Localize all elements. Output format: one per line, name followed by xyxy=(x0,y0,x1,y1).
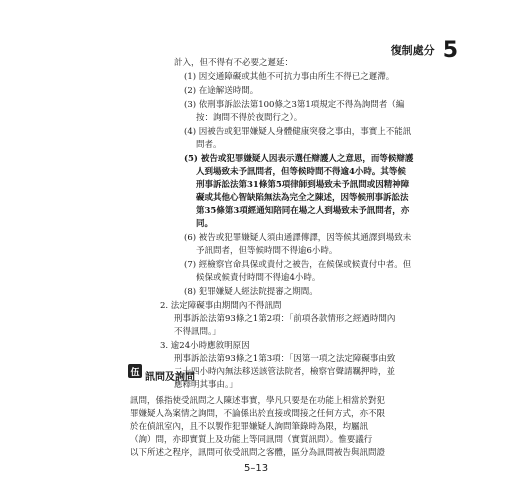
text-line: 3. 逾24小時應敘明原因 xyxy=(160,341,250,351)
text-line: 刑事訴訟法第31條第5項律師到場致未予訊問或因精神障 xyxy=(196,180,410,190)
text-line: (3) 依刑事訴訟法第100條之3第1項規定不得為詢問者（編 xyxy=(184,100,405,110)
text-line: 人到場致未予訊問者，但等候時間不得逾4小時。其等候 xyxy=(196,167,406,177)
text-line: (8) 犯罪嫌疑人經法院提審之期間。 xyxy=(184,287,318,297)
body-line: （詢）問，亦即實質上及功能上等同訊問（實質訊問）。惟要議行 xyxy=(130,435,373,445)
text-line: 2. 法定障礙事由期間內不得訊問 xyxy=(160,301,282,311)
text-line: 刑事訴訟法第93條之1第3項：「因第一項之法定障礙事由致 xyxy=(174,354,396,364)
text-line: 第35條第3項經通知陪同在場之人到場致未予訊問者，亦 xyxy=(196,206,410,216)
text-line: (4) 因被告或犯罪嫌疑人身體健康突發之事由，事實上不能訊 xyxy=(184,127,412,137)
text-line: (7) 經檢察官命具保或責付之被告，在候保或候責付中者。但 xyxy=(184,260,412,270)
chapter-header xyxy=(391,40,458,62)
text-line: 應釋明其事由。」 xyxy=(174,380,238,390)
chapter-label: 復制處分 xyxy=(390,44,435,57)
text-line: 按：詢問不得於夜間行之）。 xyxy=(196,113,303,123)
page-number: 5–13 xyxy=(244,463,269,474)
text-line: (5) 被告或犯罪嫌疑人因表示選任辯護人之意思，而等候辯護 xyxy=(184,154,414,164)
chapter-number: 5 xyxy=(442,38,458,63)
text-line: 不得訊問。」 xyxy=(174,327,221,337)
body-line: 以下所述之程序，訊問可依受訊問之客體，區分為訊問被告與訊問證 xyxy=(130,448,386,458)
text-line: 候保或候責付時間不得逾4小時。 xyxy=(196,273,321,283)
text-line: 二十四小時內無法移送該管法院者，檢察官聲請羈押時，並 xyxy=(174,367,396,377)
text-line: 問者。 xyxy=(196,140,222,150)
text-line: 計入，但不得有不必要之遲延： xyxy=(174,58,294,68)
text-line: 予訊問者，但等候時間不得逾6小時。 xyxy=(196,246,338,256)
body-line: 於在偵訊室內，且不以製作犯罪嫌疑人詢問筆錄時為限，均屬訊 xyxy=(130,422,369,432)
text-line: 礙或其他心智缺陷無法為完全之陳述，因等候刑事訴訟法 xyxy=(196,193,409,203)
text-line: (6) 被告或犯罪嫌疑人須由通譯傳譯，因等候其通譯到場致未 xyxy=(184,233,412,243)
text-line: (2) 在途解送時間。 xyxy=(184,86,259,96)
text-line: 刑事訴訟法第93條之1第2項：「前項各款情形之經過時間內 xyxy=(174,314,396,324)
section-badge: 伍 xyxy=(128,364,142,378)
section-title: 訊問及詢問 xyxy=(145,372,195,383)
body-line: 罪嫌疑人為案情之詢問，不論係出於直接或間接之任何方式，亦不限 xyxy=(130,409,386,419)
body-line: 訊問，係指使受訊問之人陳述事實，學凡只要是在功能上相當於對犯 xyxy=(130,396,386,406)
text-line: 同。 xyxy=(196,219,214,229)
text-line: (1) 因交通障礙或其他不可抗力事由所生不得已之遲滯。 xyxy=(184,72,395,82)
